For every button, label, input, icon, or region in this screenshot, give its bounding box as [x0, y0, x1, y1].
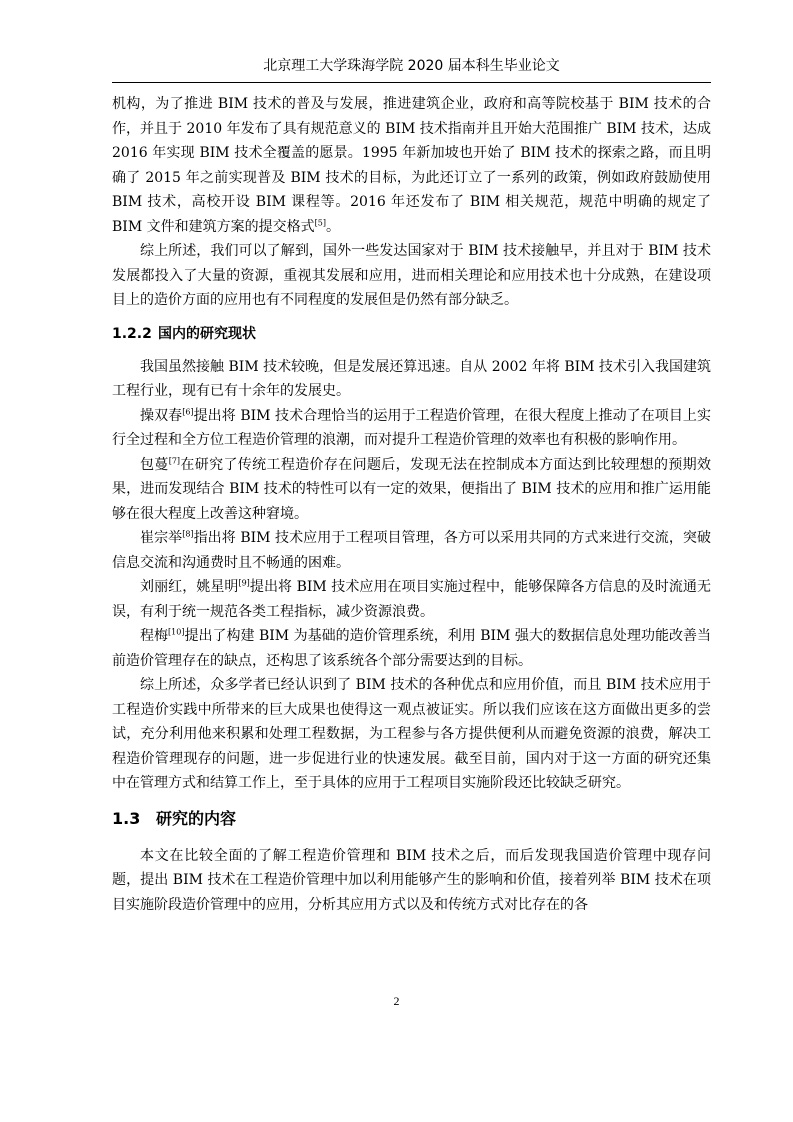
paragraph: 我国虽然接触 BIM 技术较晚，但是发展还算迅速。自从 2002 年将 BIM 技术引入我国建筑工程行业，现有已有十余年的发展史。 [112, 358, 711, 399]
section-number: 1.2.2 [112, 325, 152, 342]
header-rule [112, 82, 711, 83]
paragraph: 刘丽红，姚星明[9]提出将 BIM 技术应用在项目实施过程中，能够保障各方信息的及时流通无误，有利于统一规范各类工程指标，减少资源浪费。 [112, 578, 711, 620]
section-number: 1.3 [112, 808, 141, 828]
paragraph: 崔宗举[8]指出将 BIM 技术应用于工程项目管理，各方可以采用共同的方式来进行交流，突破信息交流和沟通费时且不畅通的困难。 [112, 529, 711, 571]
section-title: 研究的内容 [156, 808, 237, 828]
paragraph: 操双春[6]提出将 BIM 技术合理恰当的运用于工程造价管理，在很大程度上推动了在项目上实行全过程和全方位工程造价管理的浪潮，而对提升工程造价管理的效率也有积极的影响作用。 [112, 406, 711, 448]
paragraph-summary-domestic: 综上所述，众多学者已经认识到了 BIM 技术的各种优点和应用价值，而且 BIM 技术应用于工程造价实践中所带来的巨大成果也使得这一观点被证实。所以我们应该在这方面做出更多的尝试，充分利用他来积累和处理工程数据，为工程参与各方提供便利从而避免资源的浪费，解决工程造价管理现存的问题，进一步促进行业的快速发展。截至目前，国内对于这一方面的研究还集中在管理方式和结算工作上，至于具体的应用于工程项目实施阶段还比较缺乏研究。 [112, 677, 711, 791]
citation-ref[interactable]: [5] [314, 217, 326, 227]
paragraph: 程梅[10]提出了构建 BIM 为基础的造价管理系统，利用 BIM 强大的数据信息处理功能改善当前造价管理存在的缺点，还构思了该系统各个部分需要达到的目标。 [112, 627, 712, 669]
citation-ref[interactable]: [10] [168, 627, 185, 637]
paragraph-continued: 机构，为了推进 BIM 技术的普及与发展，推进建筑企业，政府和高等院校基于 BIM 技术的合作，并且于 2010 年发布了具有规范意义的 BIM 技术指南并且开始大范围推广 BIM 技术，达成 2016 年实现 BIM 技术全覆盖的愿景。1995 年新加坡也开始了 BIM 技术的探索之路，而且明确了 2015 年之前实现普及 BIM 技术的目标，为此还订立了一系列的政策，例如政府鼓励使用 BIM 技术，高校开设 BIM 课程等。2016 年还发布了 BIM 相关规范，规范中明确的规定了 BIM 文件和建筑方案的提交格式[5]。 [112, 96, 711, 235]
citation-ref[interactable]: [6] [182, 406, 194, 416]
paragraph: 包蔓[7]在研究了传统工程造价存在问题后，发现无法在控制成本方面达到比较理想的预期效果，进而发现结合 BIM 技术的特性可以有一定的效果，便指出了 BIM 技术的应用和推广运用能够在很大程度上改善这种窘境。 [112, 455, 712, 522]
section-heading-1-3 [112, 806, 711, 832]
paragraph: 本文在比较全面的了解工程造价管理和 BIM 技术之后，而后发现我国造价管理中现存问题，提出 BIM 技术在工程造价管理中加以利用能够产生的影响和价值，接着列举 BIM 技术在项目实施阶段造价管理中的应用，分析其应用方式以及和传统方式对比存在的各 [112, 847, 711, 913]
citation-ref[interactable]: [8] [182, 529, 194, 539]
citation-ref[interactable]: [7] [168, 455, 181, 465]
page-number: 2 [393, 994, 400, 1008]
paragraph-summary-foreign: 综上所述，我们可以了解到，国外一些发达国家对于 BIM 技术接触早，并且对于 BIM 技术发展都投入了大量的资源，重视其发展和应用，进而相关理论和应用技术也十分成熟，在建设项目上的造价方面的应用也有不同程度的发展但是仍然有部分缺乏。 [112, 243, 711, 308]
page-content [112, 92, 711, 917]
running-header: 北京理工大学珠海学院 2020 届本科生毕业论文 [263, 58, 560, 74]
section-heading-1-2-2 [112, 322, 711, 346]
citation-ref[interactable]: [9] [238, 578, 250, 588]
section-title: 国内的研究现状 [158, 325, 256, 342]
